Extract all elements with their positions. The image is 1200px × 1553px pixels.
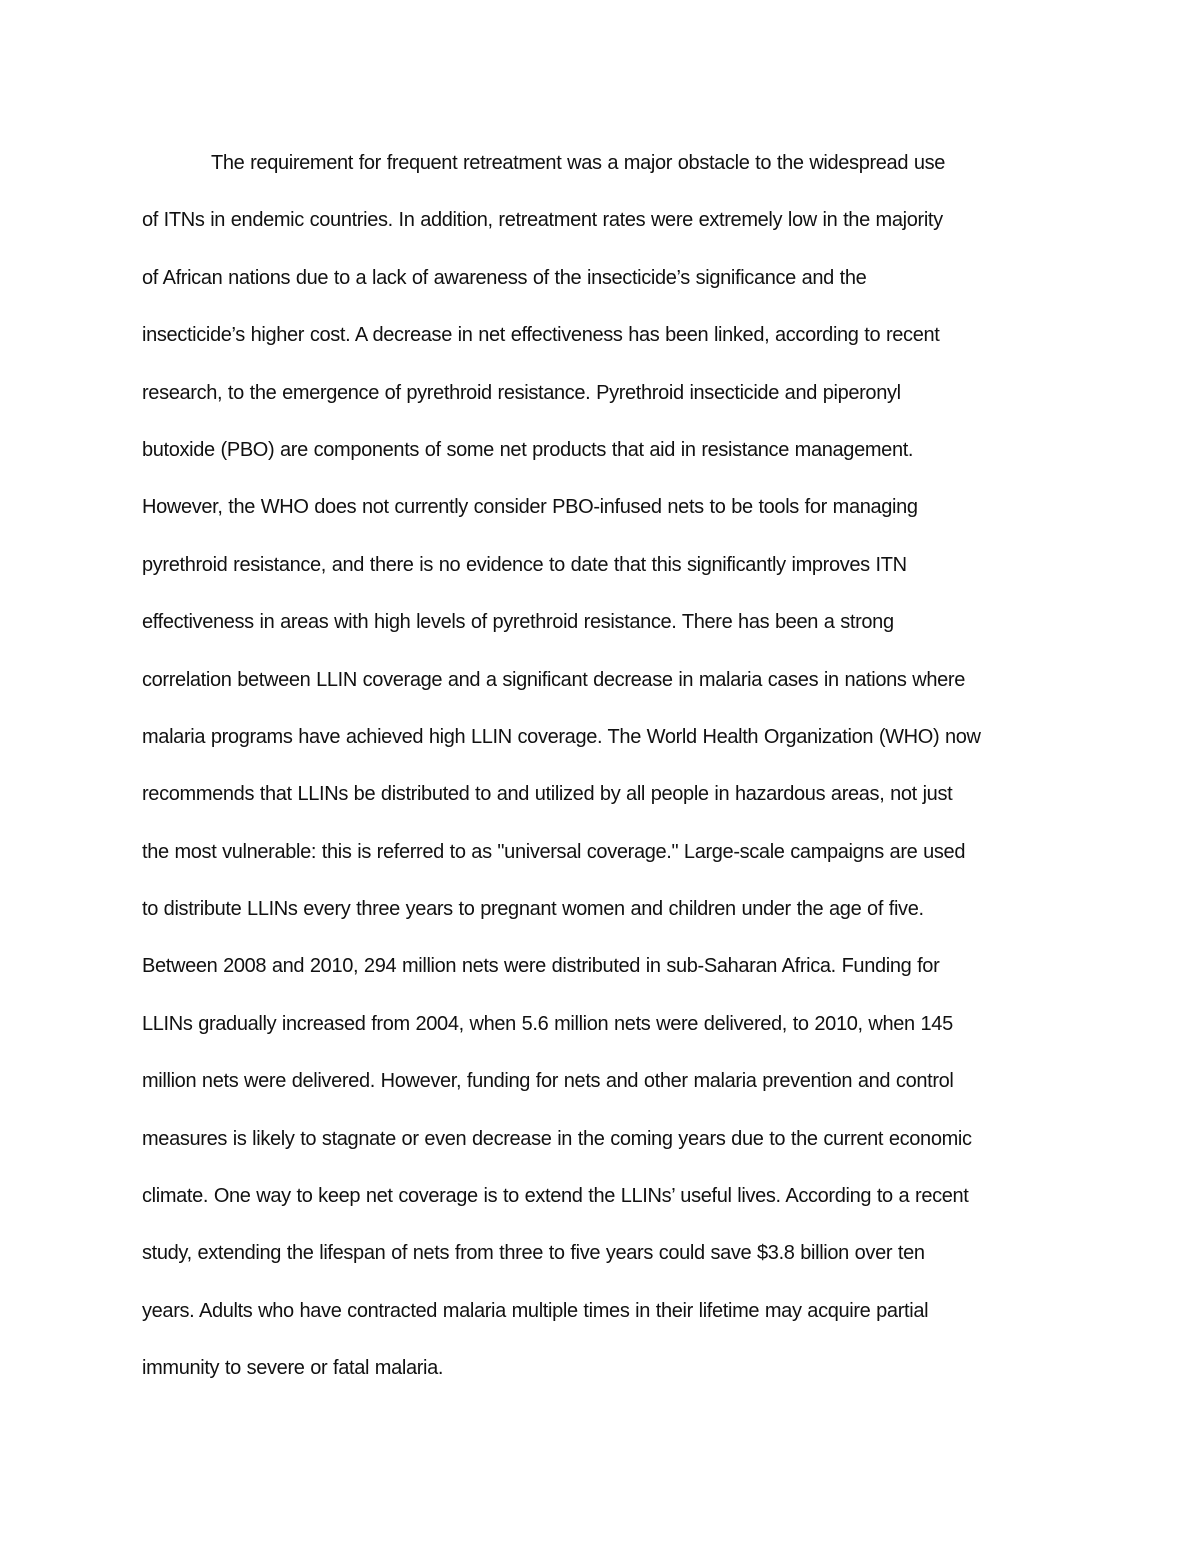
paragraph-line: of African nations due to a lack of awareness of the insecticide’s significance and the	[142, 266, 867, 289]
paragraph-line: the most vulnerable: this is referred to as "universal coverage." Large-scale campaigns are used	[142, 840, 966, 863]
paragraph-line: pyrethroid resistance, and there is no evidence to date that this significantly improves ITN	[142, 553, 907, 576]
paragraph-line: Between 2008 and 2010, 294 million nets were distributed in sub-Saharan Africa. Funding for	[142, 955, 940, 978]
paragraph-line: climate. One way to keep net coverage is to extend the LLINs’ useful lives. According to a recent	[142, 1185, 969, 1208]
paragraph-line: The requirement for frequent retreatment was a major obstacle to the widespread use	[211, 152, 946, 174]
paragraph-line: butoxide (PBO) are components of some net products that aid in resistance management.	[142, 438, 914, 461]
paragraph-line: research, to the emergence of pyrethroid resistance. Pyrethroid insecticide and piperonyl	[142, 381, 901, 404]
paragraph-line: malaria programs have achieved high LLIN coverage. The World Health Organization (WHO) now	[142, 725, 981, 748]
paragraph-line: to distribute LLINs every three years to pregnant women and children under the age of five.	[142, 898, 924, 921]
paragraph-line: recommends that LLINs be distributed to and utilized by all people in hazardous areas, not just	[142, 783, 953, 806]
paragraph-line: study, extending the lifespan of nets from three to five years could save $3.8 billion over ten	[142, 1242, 925, 1265]
paragraph-line: of ITNs in endemic countries. In addition, retreatment rates were extremely low in the majority	[142, 209, 943, 232]
paragraph-line: correlation between LLIN coverage and a significant decrease in malaria cases in nations where	[142, 668, 965, 691]
paragraph-line: years. Adults who have contracted malaria multiple times in their lifetime may acquire partial	[142, 1299, 929, 1322]
paragraph-line: million nets were delivered. However, funding for nets and other malaria prevention and control	[142, 1070, 954, 1093]
paragraph-line: However, the WHO does not currently consider PBO-infused nets to be tools for managing	[142, 496, 918, 519]
paragraph-line: LLINs gradually increased from 2004, when 5.6 million nets were delivered, to 2010, when 145	[142, 1012, 953, 1035]
body-paragraph	[142, 135, 1060, 1398]
paragraph-line: effectiveness in areas with high levels of pyrethroid resistance. There has been a strong	[142, 611, 894, 634]
paragraph-line: measures is likely to stagnate or even decrease in the coming years due to the current economic	[142, 1127, 972, 1150]
paragraph-line: insecticide’s higher cost. A decrease in net effectiveness has been linked, according to recent	[142, 324, 940, 347]
paragraph-line: immunity to severe or fatal malaria.	[142, 1357, 444, 1380]
